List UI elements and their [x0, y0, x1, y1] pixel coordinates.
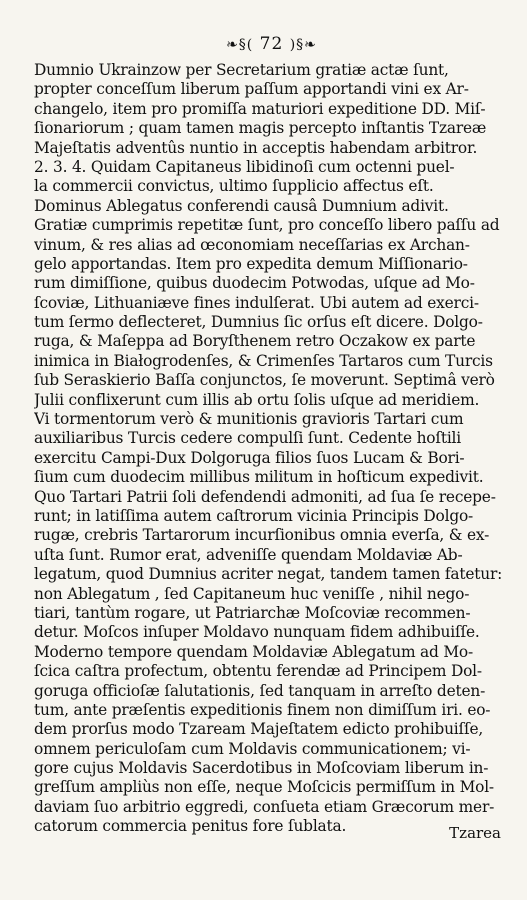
text-line: daviam ſuo arbitrio eggredi, conſueta etiam Græcorum mer- — [34, 797, 495, 816]
text-line: catorum commercia penitus fore ſublata. — [34, 817, 347, 836]
text-line: ſub Seraskierio Baſſa conjunctos, ſe moverunt. Septimâ verò — [34, 371, 495, 390]
text-line: ſcica caſtra profectum, obtentu ferendæ ad Principem Dol- — [34, 662, 482, 681]
text-line: Moderno tempore quendam Moldaviæ Ablegatum ad Mo- — [34, 642, 473, 661]
text-line: ruga, & Maſeppa ad Boryſthenem retro Oczakow ex parte — [34, 332, 476, 351]
text-line: exercitu Campi-Dux Dolgoruga filios ſuos Lucam & Bori- — [34, 448, 465, 467]
text-line: gelo apportandas. Item pro expedita demum Miſſionario- — [34, 254, 468, 273]
ornament-right: )§❧ — [289, 37, 317, 53]
body-text — [34, 61, 509, 837]
text-line: ſium cum duodecim millibus militum in hoſticum expedivit. — [34, 468, 484, 487]
text-line: non Ablegatum , ſed Capitaneum huc veniſſe , nihil nego- — [34, 584, 470, 603]
text-line: dem prorſus modo Tzaream Majeſtatem edicto prohibuiſſe, — [34, 720, 484, 739]
text-line: 2. 3. 4. Quidam Capitaneus libidinoſi cum octenni puel- — [34, 157, 455, 176]
text-line: auxiliaribus Turcis cedere compulſi ſunt. Cedente hoſtili — [34, 429, 461, 448]
catchword: Tzarea — [449, 824, 501, 842]
text-line: greſſum ampliùs non eſſe, neque Moſcicis permiſſum in Mol- — [34, 778, 494, 797]
text-line: tiari, tantùm rogare, ut Patriarchæ Moſcoviæ recommen- — [34, 603, 471, 622]
page-number: 72 — [259, 34, 284, 54]
text-line: Majeſtatis adventûs nuntio in acceptis habendam arbitror. — [34, 138, 478, 157]
text-line: Julii conflixerunt cum illis ab ortu ſolis uſque ad meridiem. — [34, 390, 480, 409]
text-line: propter conceſſum liberum paſſum apportandi vini ex Ar- — [34, 80, 469, 99]
text-line: goruga officioſæ ſalutationis, ſed tanquam in arreſto deten- — [34, 681, 486, 700]
text-line: Quo Tartari Patrii ſoli defendendi admoniti, ad ſua ſe recepe- — [34, 487, 496, 506]
text-line: uſta ſunt. Rumor erat, adveniſſe quendam Moldaviæ Ab- — [34, 545, 463, 564]
text-line: la commercii convictus, ultimo ſupplicio affectus eſt. — [34, 177, 434, 196]
text-line: rugæ, crebris Tartarorum incurſionibus omnia everſa, & ex- — [34, 526, 490, 545]
text-line: Dumnio Ukrainzow per Secretarium gratiæ actæ ſunt, — [34, 61, 449, 79]
text-line: legatum, quod Dumnius acriter negat, tandem tamen fatetur: — [34, 565, 503, 584]
page-header — [34, 34, 509, 55]
text-line: vinum, & res alias ad œconomiam neceſſarias ex Archan- — [34, 235, 470, 254]
text-line: Vi tormentorum verò & munitionis gravioris Tartari cum — [34, 410, 464, 429]
text-line: tum ſermo deflecteret, Dumnius ſic orſus eſt dicere. Dolgo- — [34, 313, 483, 332]
text-line: ſcoviæ, Lithuaniæve fines indulſerat. Ubi autem ad exerci- — [34, 293, 479, 312]
text-line: Gratiæ cumprimis repetitæ ſunt, pro conceſſo libero paſſu ad — [34, 216, 500, 235]
ornament-left: ❧§( — [226, 37, 254, 53]
text-line: tum, ante præſentis expeditionis finem non dimiſſum iri. eo- — [34, 700, 491, 719]
text-line: omnem periculoſam cum Moldavis communicationem; vi- — [34, 739, 471, 758]
text-line: ſionariorum ; quam tamen magis percepto inſtantis Tzareæ — [34, 119, 487, 138]
text-line: rum dimiſſione, quibus duodecim Potwodas, uſque ad Mo- — [34, 274, 475, 293]
text-line: gore cujus Moldavis Sacerdotibus in Moſcoviam liberum in- — [34, 759, 489, 778]
text-line: detur. Moſcos inſuper Moldavo nunquam fidem adhibuiſſe. — [34, 623, 480, 642]
text-line: Dominus Ablegatus conferendi causâ Dumnium adivit. — [34, 196, 449, 215]
text-line: runt; in latiſſima autem caſtrorum vicinia Principis Dolgo- — [34, 506, 474, 525]
text-line: inimica in Białogrodenſes, & Crimenſes Tartaros cum Turcis — [34, 351, 493, 370]
text-line: changelo, item pro promiſſa maturiori expeditione DD. Miſ- — [34, 99, 486, 118]
